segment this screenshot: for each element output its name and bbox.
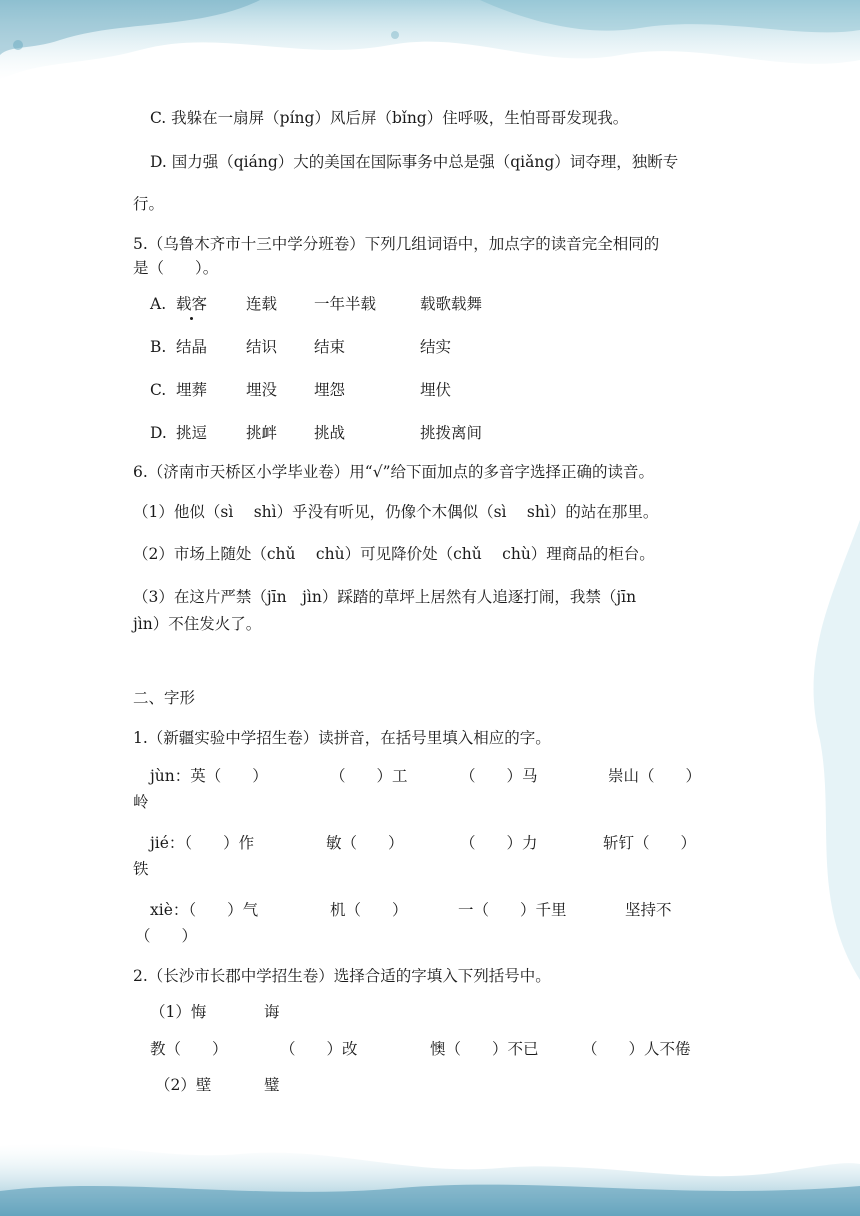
- q4-option-c: C. 我躲在一扇屏（píng）风后屏（bǐng）住呼吸，生怕哥哥发现我。: [150, 109, 629, 127]
- blank-cell: 斩钉（ ）: [603, 834, 697, 852]
- option-label: C.: [150, 381, 167, 399]
- pinyin-cell: jùn：英（ ）: [150, 767, 268, 785]
- option-word: 挑逗: [176, 424, 208, 442]
- wrap-cell: （ ）: [135, 927, 198, 945]
- blank-cell: （ ）力: [460, 834, 538, 852]
- blank-cell: 机（ ）: [330, 901, 408, 919]
- option-word: 挑战: [314, 424, 346, 442]
- q6-title: 6.（济南市天桥区小学毕业卷）用“√”给下面加点的多音字选择正确的读音。: [133, 463, 655, 481]
- blank-cell: 教（ ）: [150, 1040, 228, 1058]
- option-word: 挑拨离间: [420, 424, 483, 442]
- group-label: （1）悔: [150, 1003, 207, 1021]
- watercolor-top-decoration: [0, 0, 860, 120]
- pinyin-cell: xiè：（ ）气: [150, 901, 259, 919]
- blank-cell: （ ）工: [330, 767, 408, 785]
- blank-cell: 懊（ ）不已: [430, 1040, 539, 1058]
- option-word: 埋伏: [420, 381, 452, 399]
- s2-q2-title: 2.（长沙市长郡中学招生卷）选择合适的字填入下列括号中。: [133, 967, 551, 985]
- q6-item1: （1）他似（sì shì）乎没有听见，仍像个木偶似（sì shì）的站在那里。: [133, 503, 659, 521]
- option-word: 载客: [176, 295, 208, 313]
- option-label: A.: [150, 295, 167, 313]
- q6-item3-line2: jìn）不住发火了。: [133, 615, 262, 633]
- q6-item3-line1: （3）在这片严禁（jīn jìn）踩踏的草坪上居然有人追逐打闹，我禁（jīn: [133, 588, 637, 606]
- q4-option-d-line2: 行。: [133, 195, 165, 213]
- option-word: 埋怨: [314, 381, 346, 399]
- blank-cell: 敏（ ）: [326, 834, 404, 852]
- option-word: 挑衅: [246, 424, 278, 442]
- blank-cell: （ ）马: [460, 767, 538, 785]
- q4-option-d-line1: D. 国力强（qiáng）大的美国在国际事务中总是强（qiǎng）词夺理，独断专: [150, 153, 679, 171]
- watercolor-side-decoration: [740, 520, 860, 980]
- option-word: 载歌载舞: [420, 295, 483, 313]
- q6-item2: （2）市场上随处（chǔ chù）可见降价处（chǔ chù）理商品的柜台。: [133, 545, 655, 563]
- group-alt-char: 璧: [264, 1076, 280, 1094]
- option-word: 结束: [314, 338, 346, 356]
- option-label: D.: [150, 424, 167, 442]
- group-label: （2）壁: [155, 1076, 212, 1094]
- option-word: 埋葬: [176, 381, 208, 399]
- watercolor-bottom-decoration: [0, 1106, 860, 1216]
- blank-cell: 崇山（ ）: [608, 767, 702, 785]
- blank-cell: （ ）改: [280, 1040, 358, 1058]
- group-alt-char: 诲: [264, 1003, 280, 1021]
- s2-q1-title: 1.（新疆实验中学招生卷）读拼音，在括号里填入相应的字。: [133, 729, 551, 747]
- section-heading: 二、字形: [133, 689, 196, 707]
- option-word: 一年半载: [314, 295, 377, 313]
- wrap-cell: 岭: [133, 793, 149, 811]
- pinyin-cell: jié：（ ）作: [150, 834, 255, 852]
- option-word: 埋没: [246, 381, 278, 399]
- wrap-cell: 铁: [133, 860, 149, 878]
- option-word: 结晶: [176, 338, 208, 356]
- q5-title-line2: 是（ ）。: [133, 259, 219, 277]
- option-word: 连载: [246, 295, 278, 313]
- blank-cell: （ ）人不倦: [582, 1040, 691, 1058]
- q5-title-line1: 5.（乌鲁木齐市十三中学分班卷）下列几组词语中，加点字的读音完全相同的: [133, 235, 660, 253]
- blank-cell: 坚持不: [625, 901, 672, 919]
- blank-cell: 一（ ）千里: [458, 901, 567, 919]
- option-word: 结实: [420, 338, 452, 356]
- option-word: 结识: [246, 338, 278, 356]
- option-label: B.: [150, 338, 167, 356]
